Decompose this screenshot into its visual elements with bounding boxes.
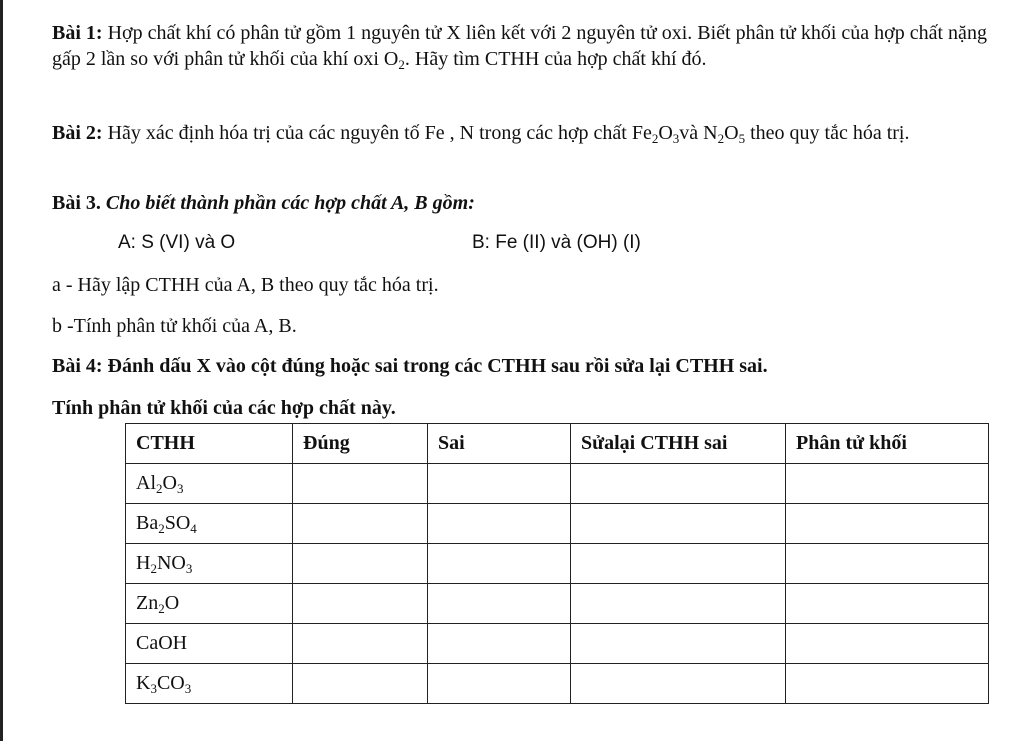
header-sua-lai: Sửalại CTHH sai [571, 424, 786, 464]
table-row [126, 664, 989, 704]
table-row [126, 504, 989, 544]
answer-cell-phan-tu-khoi[interactable] [786, 624, 989, 664]
header-dung: Đúng [293, 424, 428, 464]
exercise-2-text-end: theo quy tắc hóa trị. [745, 122, 910, 144]
formula-cell [126, 504, 293, 544]
subscript: 3 [150, 681, 157, 696]
subscript: 4 [190, 521, 197, 536]
exercise-3-part-b: b -Tính phân tử khối của A, B. [52, 315, 297, 337]
answer-cell-dung[interactable] [293, 464, 428, 504]
formula-text: CO [156, 672, 185, 694]
exercise-2-label: Bài 2: [52, 122, 103, 144]
answer-cell-sua-lai[interactable] [571, 624, 786, 664]
formula-cell [126, 544, 293, 584]
answer-cell-dung[interactable] [293, 584, 428, 624]
exercise-3-heading: Cho biết thành phần các hợp chất A, B gồm: [100, 192, 475, 214]
exercise-1-label: Bài 1: [52, 22, 103, 44]
formula-text: NO [156, 552, 186, 574]
exercise-3-part-a: a - Hãy lập CTHH của A, B theo quy tắc hóa trị. [52, 274, 439, 296]
answer-cell-dung[interactable] [293, 624, 428, 664]
exercise-1-text: Hợp chất khí có phân tử gồm 1 nguyên tử X liên kết với 2 nguyên tử oxi. Biết phân tử khối của hợp chất nặng gấp 2 lần so với phân tử khối của khí oxi O [52, 22, 987, 70]
exercise-1 [52, 20, 997, 72]
compound-a: A: S (VI) và O [118, 232, 236, 253]
answer-cell-sua-lai[interactable] [571, 584, 786, 624]
exercise-2 [52, 120, 997, 146]
table-row [126, 584, 989, 624]
subscript: 3 [176, 481, 184, 496]
formula-text: K [136, 672, 151, 694]
answer-cell-phan-tu-khoi[interactable] [786, 584, 989, 624]
compound-b: B: Fe (II) và (OH) (I) [472, 232, 641, 253]
subscript: 3 [672, 131, 680, 146]
table-row [126, 544, 989, 584]
subscript: 3 [185, 561, 193, 576]
answer-cell-sai[interactable] [428, 504, 571, 544]
formula-text: Ba [136, 512, 159, 534]
header-phan-tu-khoi: Phân tử khối [786, 424, 989, 464]
answer-cell-phan-tu-khoi[interactable] [786, 544, 989, 584]
header-cthh: CTHH [126, 424, 293, 464]
subscript: 2 [156, 481, 163, 496]
subscript: 2 [398, 57, 405, 72]
formula-text: O [164, 592, 180, 614]
subscript: 2 [651, 131, 659, 146]
formula-text: SO [164, 512, 191, 534]
subscript: 2 [158, 521, 165, 536]
formula-text: CaOH [136, 632, 188, 654]
formula-text: Zn [136, 592, 159, 614]
answer-cell-sua-lai[interactable] [571, 464, 786, 504]
answer-cell-sua-lai[interactable] [571, 504, 786, 544]
answer-cell-dung[interactable] [293, 664, 428, 704]
answer-cell-dung[interactable] [293, 504, 428, 544]
answer-cell-sai[interactable] [428, 664, 571, 704]
exercise-2-text: và N [679, 122, 718, 144]
answer-cell-phan-tu-khoi[interactable] [786, 464, 989, 504]
subscript: 2 [717, 131, 725, 146]
table-row [126, 624, 989, 664]
answer-cell-sai[interactable] [428, 464, 571, 504]
formula-cell [126, 464, 293, 504]
exercise-3-title [52, 190, 475, 216]
answer-cell-dung[interactable] [293, 544, 428, 584]
page-left-border [0, 0, 3, 741]
subscript: 2 [150, 561, 157, 576]
subscript: 2 [158, 601, 165, 616]
formula-cell [126, 624, 293, 664]
answer-cell-sai[interactable] [428, 544, 571, 584]
answer-cell-phan-tu-khoi[interactable] [786, 664, 989, 704]
formula-table [125, 423, 989, 704]
formula-text: Al [136, 472, 156, 494]
answer-cell-phan-tu-khoi[interactable] [786, 504, 989, 544]
subscript: 3 [184, 681, 192, 696]
exercise-2-text: O [658, 122, 673, 144]
exercise-2-text: Hãy xác định hóa trị của các nguyên tố Fe , N trong các hợp chất Fe [102, 122, 652, 144]
exercise-3-label: Bài 3. [52, 192, 101, 214]
formula-text: O [162, 472, 177, 494]
table-row [126, 464, 989, 504]
exercise-4-line-2: Tính phân tử khối của các hợp chất này. [52, 397, 396, 419]
subscript: 5 [738, 131, 746, 146]
header-sai: Sai [428, 424, 571, 464]
exercise-2-text: O [724, 122, 739, 144]
answer-cell-sua-lai[interactable] [571, 544, 786, 584]
answer-cell-sai[interactable] [428, 584, 571, 624]
exercise-4-line-1: Bài 4: Đánh dấu X vào cột đúng hoặc sai trong các CTHH sau rồi sửa lại CTHH sai. [52, 355, 768, 377]
answer-cell-sai[interactable] [428, 624, 571, 664]
table-header-row [126, 424, 989, 464]
formula-cell [126, 584, 293, 624]
answer-cell-sua-lai[interactable] [571, 664, 786, 704]
formula-text: H [136, 552, 151, 574]
exercise-1-text-end: . Hãy tìm CTHH của hợp chất khí đó. [404, 48, 707, 70]
formula-cell [126, 664, 293, 704]
